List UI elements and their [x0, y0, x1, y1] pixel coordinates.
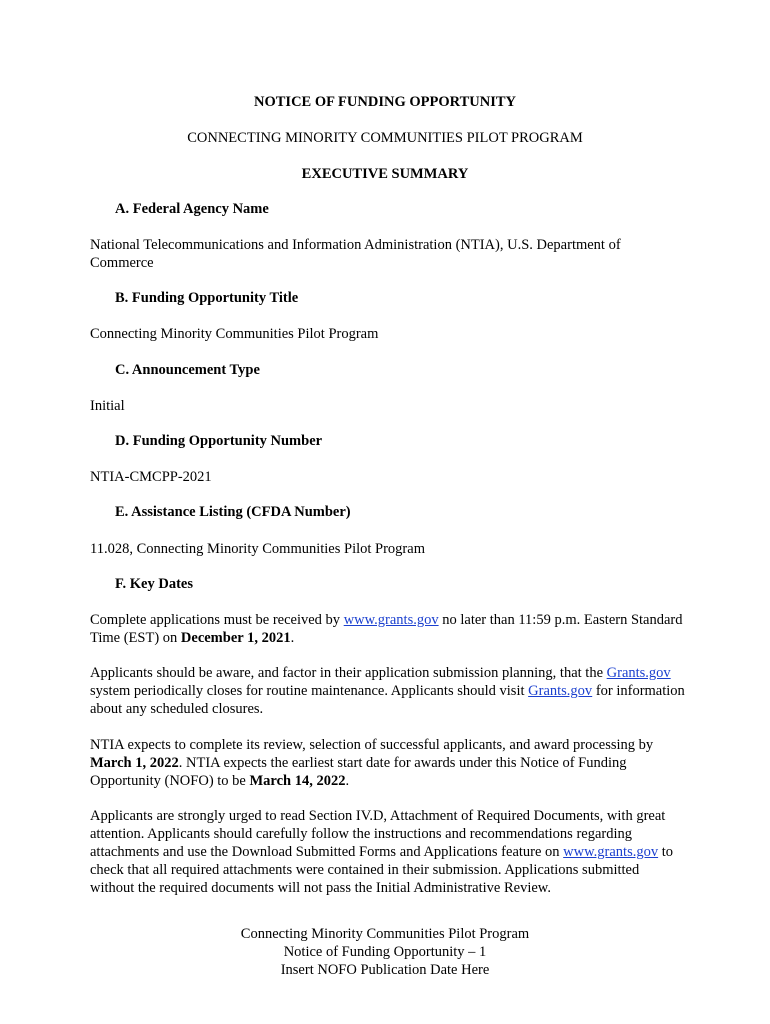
- grants-gov-link[interactable]: www.grants.gov: [563, 844, 659, 860]
- footer-date-placeholder: Insert NOFO Publication Date Here: [280, 962, 490, 978]
- program-title: CONNECTING MINORITY COMMUNITIES PILOT PROGRAM: [187, 130, 583, 146]
- section-a-text: National Telecommunications and Information Administration (NTIA), U.S. Department of Commerce: [90, 237, 621, 271]
- key-dates-paragraph-4: Applicants are strongly urged to read Section IV.D, Attachment of Required Documents, with great attention. Applicants should carefully follow the instructions and recommendations regarding attachments and use the Download Submitted Forms and Applications feature on www.grants.gov to check that all required attachments were contained in their submission. Applications submitted without the required documents will not pass the Initial Administrative Review.: [90, 808, 673, 896]
- section-c-text: Initial: [90, 398, 125, 414]
- grants-gov-link[interactable]: Grants.gov: [606, 665, 671, 681]
- page-footer: [0, 925, 770, 979]
- key-dates-paragraph-2: Applicants should be aware, and factor in their application submission planning, that the Grants.gov system periodically closes for routine maintenance. Applicants should visit Grants.gov for information about any scheduled closures.: [90, 665, 685, 717]
- key-dates-paragraph-3: NTIA expects to complete its review, selection of successful applicants, and award processing by March 1, 2022. NTIA expects the earliest start date for awards under this Notice of Funding Opportunity (NOFO) to be March 14, 2022.: [90, 737, 654, 789]
- key-dates-paragraph-1: Complete applications must be received by www.grants.gov no later than 11:59 p.m. Eastern Standard Time (EST) on December 1, 2021.: [90, 612, 683, 646]
- section-d-heading: D. Funding Opportunity Number: [115, 433, 323, 449]
- grants-gov-link[interactable]: Grants.gov: [528, 683, 593, 699]
- section-e-text: 11.028, Connecting Minority Communities Pilot Program: [90, 541, 425, 557]
- section-f-heading: F. Key Dates: [115, 576, 193, 592]
- award-processing-date: March 1, 2022: [90, 755, 179, 771]
- section-c-heading: C. Announcement Type: [115, 362, 260, 378]
- earliest-start-date: March 14, 2022: [249, 773, 346, 789]
- section-e-heading: E. Assistance Listing (CFDA Number): [115, 504, 351, 520]
- section-b-heading: B. Funding Opportunity Title: [115, 290, 299, 306]
- application-deadline: December 1, 2021: [180, 630, 291, 646]
- section-b-text: Connecting Minority Communities Pilot Program: [90, 326, 379, 342]
- section-a-heading: A. Federal Agency Name: [115, 201, 269, 217]
- grants-gov-link[interactable]: www.grants.gov: [343, 612, 439, 628]
- footer-program: Connecting Minority Communities Pilot Program: [240, 926, 530, 942]
- executive-summary-heading: EXECUTIVE SUMMARY: [301, 166, 469, 182]
- footer-page-number: Notice of Funding Opportunity – 1: [283, 944, 487, 960]
- section-d-text: NTIA-CMCPP-2021: [90, 469, 212, 485]
- document-title: NOTICE OF FUNDING OPPORTUNITY: [254, 94, 516, 110]
